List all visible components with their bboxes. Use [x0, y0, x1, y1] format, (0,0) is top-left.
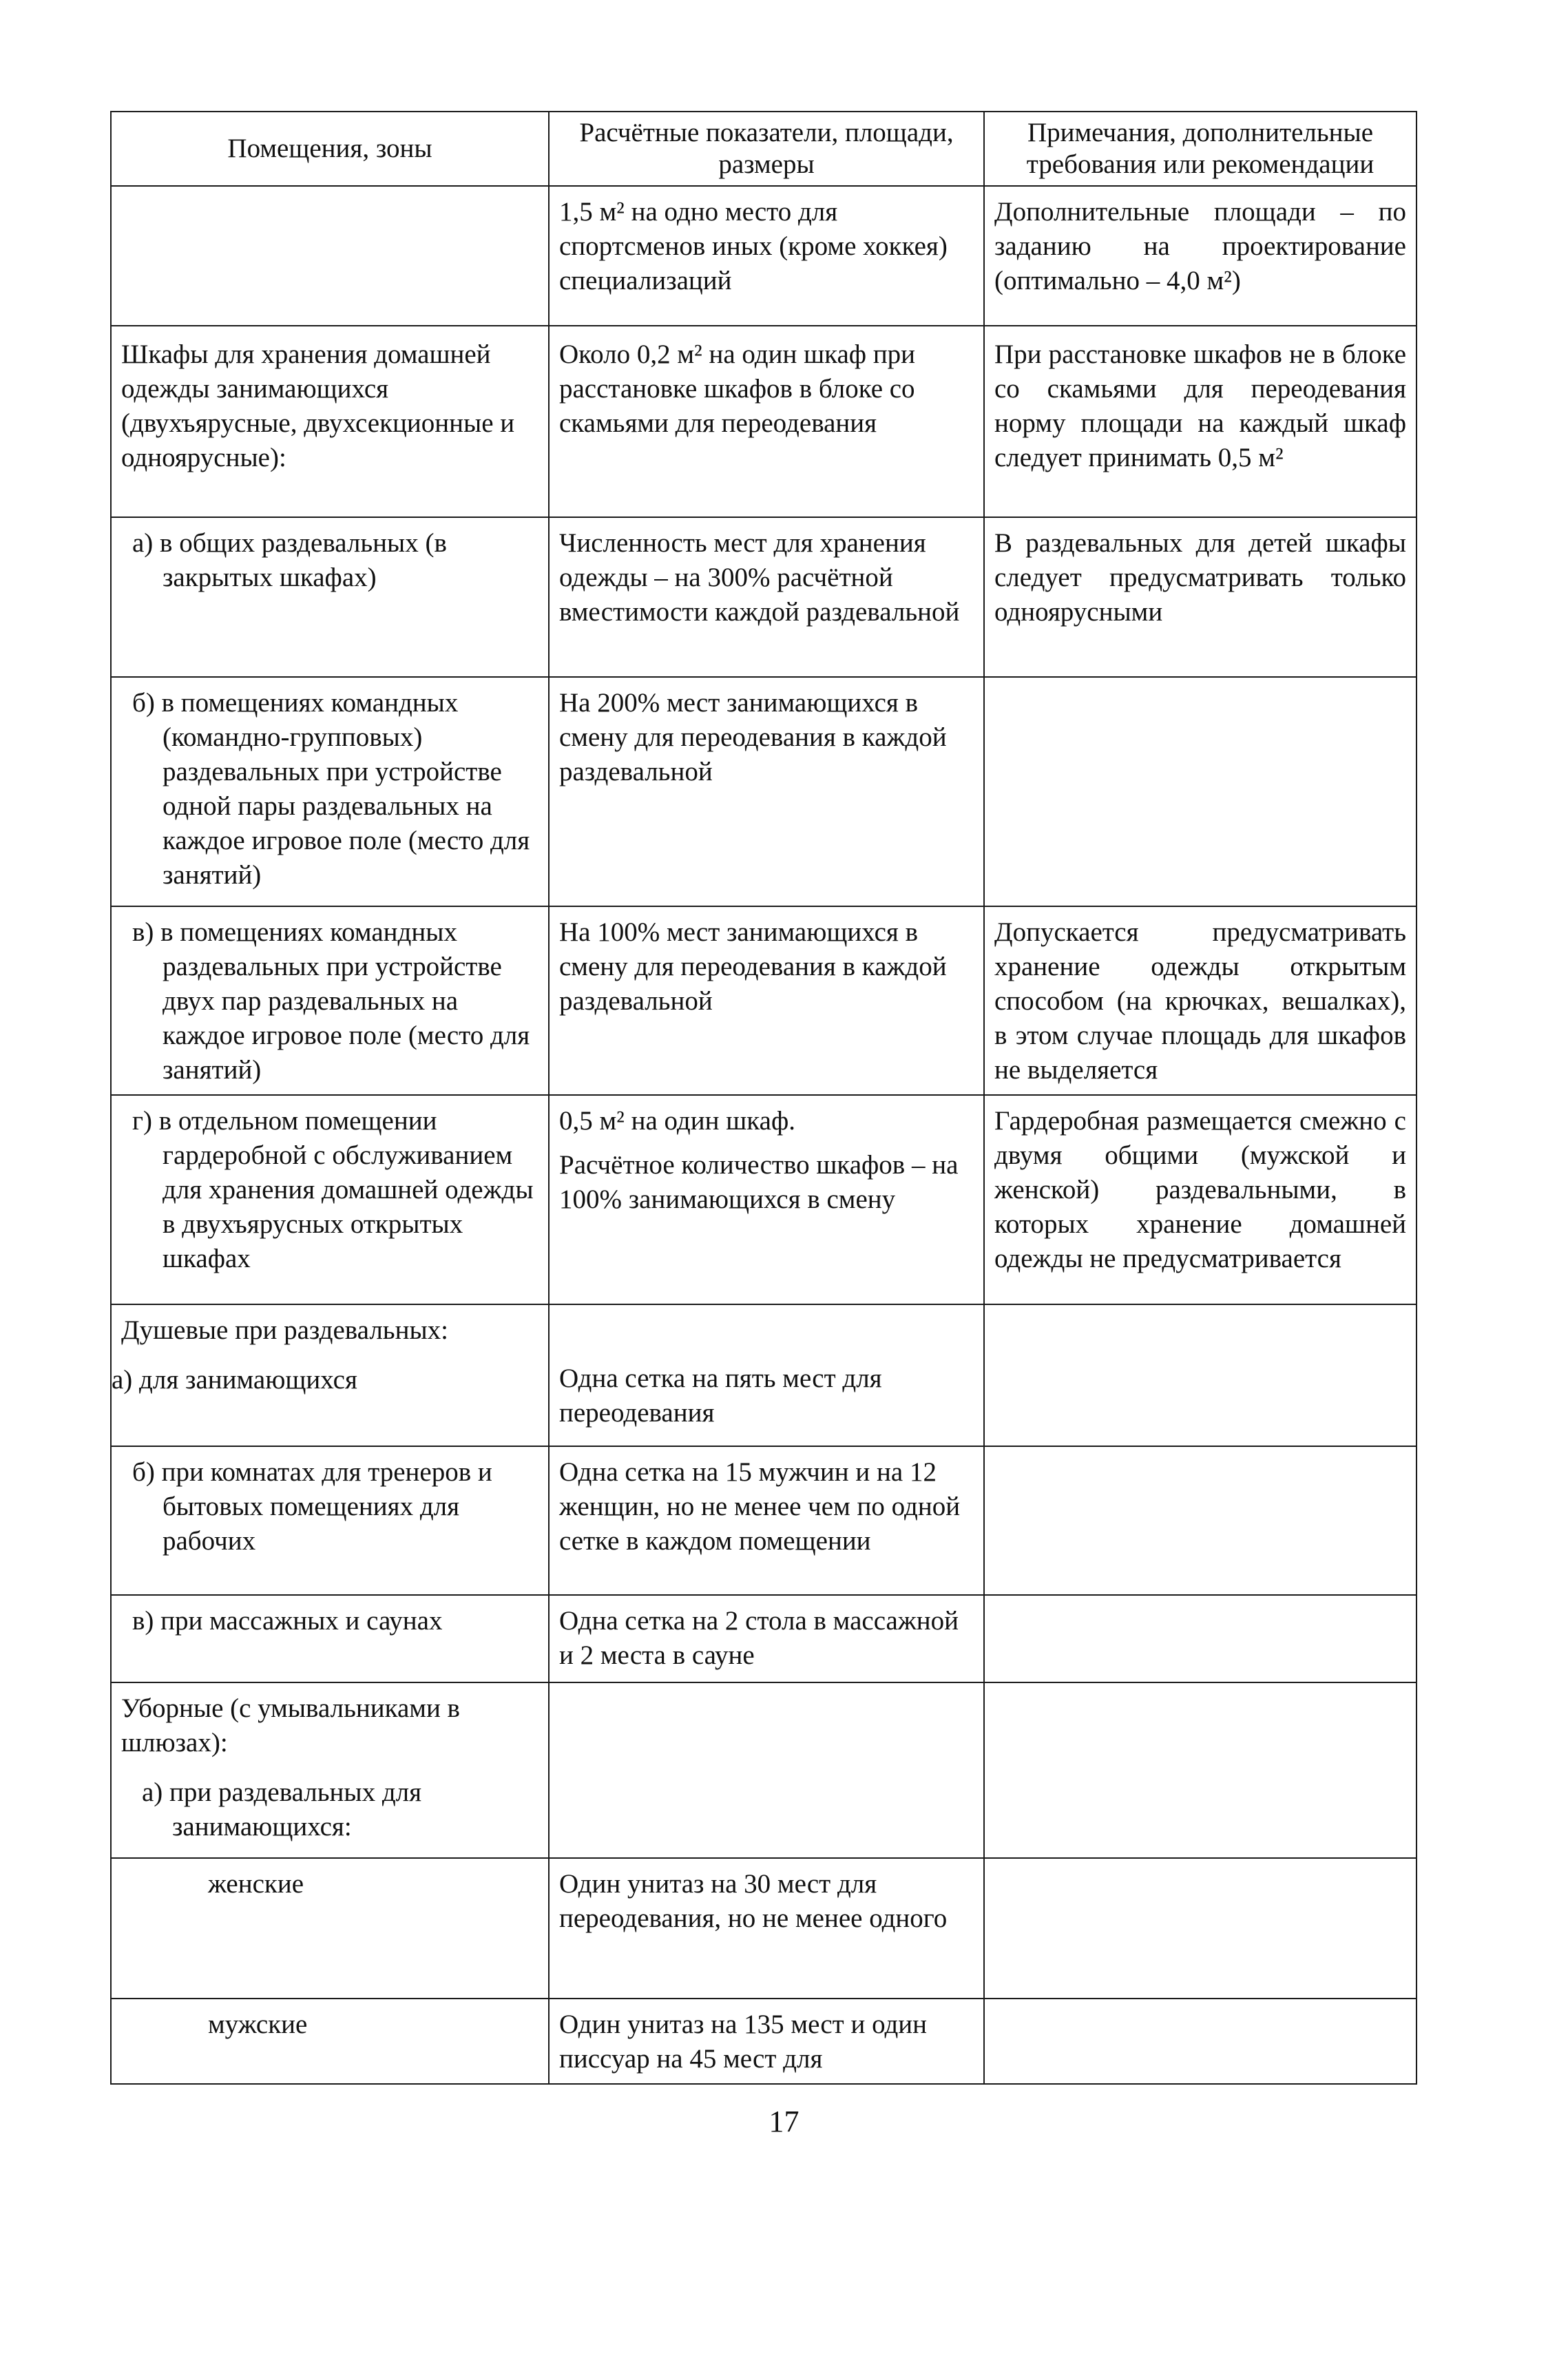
cell-room [111, 906, 549, 1095]
cell-note [984, 186, 1417, 326]
cell-room [111, 517, 549, 677]
table-row [111, 1858, 1417, 1999]
cell-room [111, 1446, 549, 1595]
cell-text: Одна сетка на 15 мужчин и на 12 женщин, но не менее чем по одной сетке в каждом помещении [559, 1457, 961, 1556]
table-row [111, 906, 1417, 1095]
cell-text: женские [208, 1869, 304, 1899]
cell-text: 0,5 м² на один шкаф. [559, 1106, 795, 1136]
page-number: 17 [769, 2105, 799, 2138]
cell-text: На 100% мест занимающихся в смену для переодевания в каждой раздевальной [559, 917, 947, 1016]
cell-indicator [549, 326, 984, 517]
cell-room [111, 1999, 549, 2084]
cell-note [984, 517, 1417, 677]
cell-indicator [549, 1858, 984, 1999]
cell-indicator [549, 1682, 984, 1858]
cell-text: в) при массажных и саунах [132, 1606, 443, 1636]
cell-text: Допускается предусматривать хранение одежды открытым способом (на крючках, вешалках), в этом случае площадь для шкафов не выделяется [994, 917, 1406, 1085]
cell-text: Одна сетка на 2 стола в массажной и 2 места в сауне [559, 1606, 959, 1670]
cell-text: а) при раздевальных для занимающихся: [142, 1777, 422, 1842]
table-row [111, 1682, 1417, 1858]
showers-heading: Душевые при раздевальных: [121, 1315, 448, 1345]
cell-text: а) в общих раздевальных (в закрытых шкафах) [132, 528, 447, 592]
cell-text: б) при комнатах для тренеров и бытовых помещениях для рабочих [132, 1457, 492, 1556]
cell-room [111, 1595, 549, 1682]
cell-text-block [550, 1096, 983, 1224]
cell-note [984, 1446, 1417, 1595]
cell-note [984, 906, 1417, 1095]
cell-text: На 200% мест занимающихся в смену для переодевания в каждой раздевальной [559, 688, 947, 786]
cell-text-block [112, 1683, 548, 1851]
cell-text: Один унитаз на 135 мест и один писсуар на 45 мест для [559, 2010, 928, 2074]
cell-indicator [549, 1999, 984, 2084]
table-row [111, 326, 1417, 517]
table-row [111, 1446, 1417, 1595]
cell-indicator [549, 1446, 984, 1595]
cell-indicator [549, 1095, 984, 1304]
cell-text: б) в помещениях командных (командно-групповых) раздевальных при устройстве одной пары раздевальных на каждое игровое поле (место для занятий) [132, 688, 530, 890]
header-design-indicators: Расчётные показатели, площади, размеры [549, 112, 984, 186]
table-row [111, 677, 1417, 906]
cell-indicator [549, 1304, 984, 1446]
cell-indicator [549, 677, 984, 906]
lockers-heading: Шкафы для хранения домашней одежды занимающихся (двухъярусные, двухсекционные и одноярусные): [121, 340, 515, 472]
cell-note [984, 1858, 1417, 1999]
header-notes: Примечания, дополнительные требования или рекомендации [984, 112, 1417, 186]
cell-text: г) в отдельном помещении гардеробной с обслуживанием для хранения домашней одежды в двухъярусных открытых шкафах [132, 1106, 534, 1273]
cell-room [111, 1304, 549, 1446]
cell-text: в) в помещениях командных раздевальных при устройстве двух пар раздевальных на каждое игровое поле (место для занятий) [132, 917, 530, 1085]
cell-room [111, 326, 549, 517]
cell-text: В раздевальных для детей шкафы следует предусматривать только одноярусными [994, 528, 1406, 627]
header-rooms-zones: Помещения, зоны [111, 112, 549, 186]
cell-text: При расстановке шкафов не в блоке со скамьями для переодевания норму площади на каждый шкаф следует принимать 0,5 м² [994, 340, 1406, 472]
cell-room [111, 1858, 549, 1999]
table-row [111, 1999, 1417, 2084]
toilets-heading: Уборные (с умывальниками в шлюзах): [121, 1693, 460, 1758]
table-header-row [111, 112, 1417, 186]
cell-indicator [549, 186, 984, 326]
cell-empty [111, 186, 549, 326]
table-row [111, 186, 1417, 326]
cell-text: 1,5 м² на одно место для спортсменов иных (кроме хоккея) специализаций [559, 197, 948, 295]
cell-text: Около 0,2 м² на один шкаф при расстановке шкафов в блоке со скамьями для переодевания [559, 340, 916, 438]
cell-room [111, 1682, 549, 1858]
cell-text: Одна сетка на пять мест для переодевания [559, 1364, 882, 1428]
cell-text: Численность мест для хранения одежды – на 300% расчётной вместимости каждой раздевальной [559, 528, 960, 627]
cell-note [984, 1999, 1417, 2084]
cell-text: мужские [208, 2010, 308, 2039]
cell-note [984, 1595, 1417, 1682]
cell-text: а) для занимающихся [112, 1365, 357, 1395]
table-row [111, 1304, 1417, 1446]
cell-text: Один унитаз на 30 мест для переодевания, но не менее одного [559, 1869, 948, 1933]
table-row [111, 517, 1417, 677]
cell-text: Расчётное количество шкафов – на 100% занимающихся в смену [559, 1150, 959, 1214]
cell-note [984, 1682, 1417, 1858]
table-row [111, 1595, 1417, 1682]
cell-text: Гардеробная размещается смежно с двумя общими (мужской и женской) раздевальными, в которых хранение домашней одежды не предусматривается [994, 1106, 1406, 1273]
cell-note [984, 1304, 1417, 1446]
cell-room [111, 677, 549, 906]
cell-text: Дополнительные площади – по заданию на проектирование (оптимально – 4,0 м²) [994, 197, 1406, 295]
cell-indicator [549, 517, 984, 677]
cell-note [984, 326, 1417, 517]
cell-text-block [112, 1305, 548, 1404]
norms-table [110, 111, 1417, 2085]
cell-indicator [549, 1595, 984, 1682]
cell-note [984, 677, 1417, 906]
cell-room [111, 1095, 549, 1304]
cell-indicator [549, 906, 984, 1095]
table-row [111, 1095, 1417, 1304]
cell-note [984, 1095, 1417, 1304]
